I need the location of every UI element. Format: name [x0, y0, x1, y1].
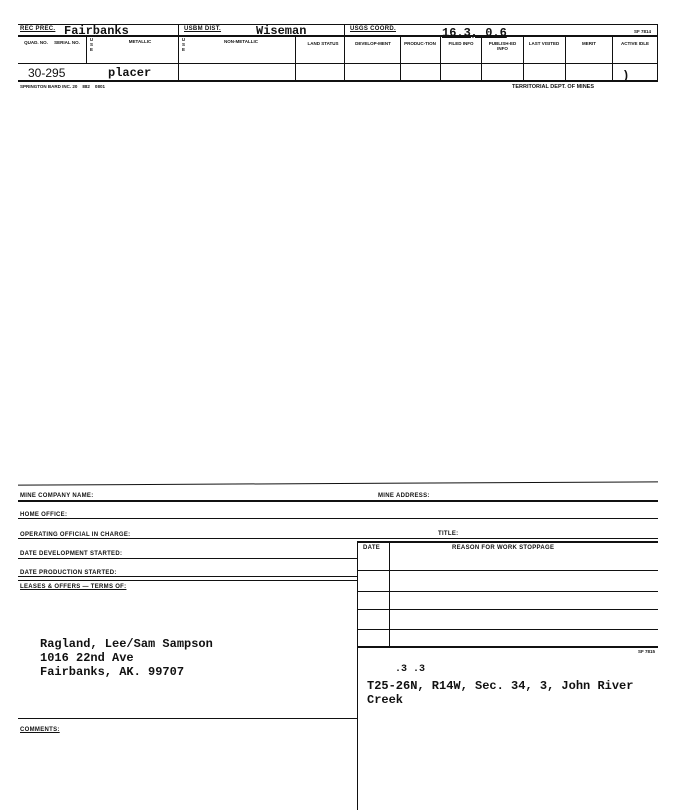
reason-column-header: REASON FOR WORK STOPPAGE	[452, 545, 555, 551]
col-land-status: LAND STATUS	[307, 41, 339, 46]
col-filed-info: FILED INFO	[448, 41, 474, 46]
col-quad-no: QUAD. NO.	[24, 40, 48, 45]
active-idle-mark: )	[624, 68, 628, 82]
location-line-2: Creek	[367, 693, 404, 707]
col-active-idle: ACTIVE IDLE	[620, 41, 649, 46]
usgs-coord-label: USGS COORD.	[350, 26, 396, 32]
col-production: PRODUC-TION	[404, 41, 436, 46]
owner-city: Fairbanks, AK. 99707	[40, 665, 185, 679]
title-label: TITLE:	[438, 531, 459, 537]
metallic-value: placer	[108, 66, 152, 80]
col-last-visited: LAST VISITED	[528, 41, 560, 46]
home-office-label: HOME OFFICE:	[20, 512, 68, 518]
usbm-dist-value: Wiseman	[256, 24, 307, 38]
printer-line: SPRINGTON BARD INC. 20 882 0801	[20, 84, 105, 89]
mine-address-label: MINE ADDRESS:	[378, 493, 430, 499]
leases-offers-label: LEASES & OFFERS — TERMS OF:	[20, 584, 127, 590]
location-mark: .3 .3	[395, 664, 426, 675]
owner-street: 1016 22nd Ave	[40, 651, 134, 665]
rec-prec-label: REC PREC.	[20, 26, 56, 32]
date-production-started-label: DATE PRODUCTION STARTED:	[20, 570, 117, 576]
rec-prec-value: Fairbanks	[64, 24, 129, 38]
mine-company-name-label: MINE COMPANY NAME:	[20, 493, 94, 499]
form-number-2: SF 7815	[638, 649, 656, 654]
form-number: SF 7814	[634, 29, 652, 34]
operating-official-label: OPERATING OFFICIAL IN CHARGE:	[20, 532, 131, 538]
usbm-dist-label: USBM DIST.	[184, 26, 222, 32]
quad-serial-value: 30-295	[28, 66, 66, 80]
date-column-header: DATE	[363, 545, 381, 551]
col-use-nonmetallic: U S E	[181, 37, 186, 52]
location-line-1: T25-26N, R14W, Sec. 34, 3, John River	[367, 679, 634, 693]
col-merit: MERIT	[582, 41, 596, 46]
col-use-metallic: U S E	[89, 37, 94, 52]
col-metallic: METALLIC	[128, 39, 152, 44]
department-name: TERRITORIAL DEPT. OF MINES	[512, 84, 594, 90]
col-published-info: PUBLISH-ED INFO	[488, 41, 517, 51]
col-non-metallic: NON-METALLIC	[224, 39, 258, 44]
col-development: DEVELOP-MENT	[355, 41, 391, 46]
col-serial-no: SERIAL NO.	[54, 40, 80, 45]
owner-name: Ragland, Lee/Sam Sampson	[40, 637, 213, 651]
date-development-started-label: DATE DEVELOPMENT STARTED:	[20, 551, 123, 557]
comments-label: COMMENTS:	[20, 727, 60, 733]
usgs-coord-value: 16.3, 0.6	[442, 26, 507, 40]
